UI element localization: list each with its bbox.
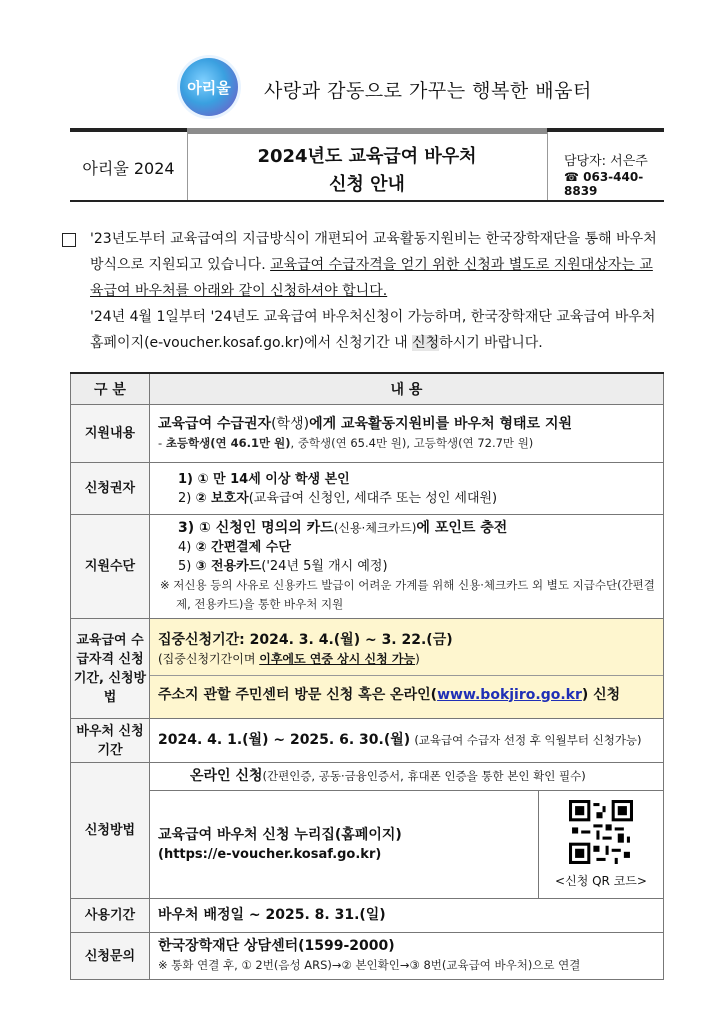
intro-text: '24년 4월 1일부터 '24년도 교육급여 바우처신청이 가능하며, 한국장학재단 교육급여 바우처 홈페이지(e-voucher.kosaf.go.kr)에서 신청기간 내 — [90, 309, 656, 351]
contact-phone: ☎ 063-440-8839 — [564, 170, 644, 198]
column-header-category: 구 분 — [71, 373, 150, 405]
intro-text: '23년도부터 교육급여의 지급방식이 개편되어 교육활동지원비는 한국장학재단을 통해 바우처 방식으로 지원되고 있습니다. — [90, 231, 657, 273]
text: (집중신청기간이며 — [158, 651, 260, 666]
row-label: 신청권자 — [71, 463, 150, 515]
row-content — [150, 933, 664, 980]
text: 집중신청기간: 2024. 3. 4.(월) ~ 3. 22.(금) — [158, 631, 453, 648]
bokjiro-link[interactable]: www.bokjiro.go.kr — [437, 686, 582, 703]
row-content — [150, 619, 664, 719]
table-row — [71, 515, 664, 619]
text: (교육급여 수급자 선정 후 익월부터 신청가능) — [414, 733, 642, 747]
qr-code-icon[interactable] — [569, 800, 633, 864]
school-logo — [180, 58, 238, 116]
intro-paragraph-1 — [90, 226, 662, 304]
note-text: ※ 통화 연결 후, ① 2번(음성 ARS)→② 본인확인→③ 8번(교육급여 바우처)으로 연결 — [158, 958, 581, 972]
intro-highlight: 신청 — [412, 335, 440, 351]
row-label: 바우처 신청기간 — [71, 719, 150, 763]
text: 3) ① 신청인 명의의 카드 — [178, 520, 334, 536]
header-school-year: 아리울 2024 — [82, 159, 175, 178]
table-row — [71, 463, 664, 515]
note-text: ※ 저신용 등의 사유로 신용카드 발급이 어려운 가계를 위해 신용·체크카드 외 별도 지급수단(간편결제, 전용카드)을 통한 바우처 지원 — [160, 578, 655, 611]
table-row — [71, 719, 664, 763]
text: ② 간편결제 수단 — [195, 540, 291, 555]
table-row — [71, 933, 664, 980]
text: 주소지 관할 주민센터 방문 신청 혹은 온라인( — [158, 686, 438, 703]
text: ② 보호자 — [195, 490, 249, 506]
text: 에 포인트 충전 — [416, 520, 508, 536]
text: ) 신청 — [581, 686, 621, 703]
text: 2024. 4. 1.(월) ~ 2025. 6. 30.(월) — [158, 732, 411, 748]
intro-underlined-text: 교육급여 수급자격을 얻기 위한 신청과 별도로 지원대상자는 교육급여 바우처를 아래와 같이 신청하셔야 합니다. — [90, 257, 653, 299]
text: (교육급여 신청인, 세대주 또는 성인 세대원) — [248, 490, 498, 506]
table-row — [71, 619, 664, 719]
voucher-site-url[interactable]: (https://e-voucher.kosaf.go.kr) — [158, 846, 382, 862]
row-content — [150, 763, 664, 791]
table-row — [71, 763, 664, 791]
text: 이후에도 연중 상시 신청 가능 — [259, 651, 416, 666]
text: 한국장학재단 상담센터(1599-2000) — [158, 938, 395, 954]
text: 바우처 배정일 ~ 2025. 8. 31.(일) — [158, 907, 386, 923]
voucher-info-table — [70, 372, 664, 980]
text: 교육급여 수급권자 — [158, 415, 272, 432]
text: 온라인 신청 — [190, 768, 263, 784]
column-header-content: 내 용 — [150, 373, 664, 405]
row-label: 신청방법 — [71, 763, 150, 899]
row-label: 교육급여 수급자격 신청기간, 신청방법 — [71, 619, 150, 719]
row-content — [150, 515, 664, 619]
intro-paragraph-2 — [90, 304, 662, 356]
row-label: 사용기간 — [71, 899, 150, 933]
row-label: 지원내용 — [71, 405, 150, 463]
intro-text: 하시기 바랍니다. — [439, 335, 543, 351]
row-content — [150, 791, 539, 899]
row-label: 지원수단 — [71, 515, 150, 619]
table-row — [71, 899, 664, 933]
table-header-row — [71, 373, 664, 405]
table-row — [71, 405, 664, 463]
text: - — [158, 435, 166, 450]
text: , 중학생(연 65.4만 원), 고등학생(연 72.7만 원) — [290, 435, 534, 450]
contact-person: 담당자: 서은주 — [564, 154, 648, 169]
school-motto: 사랑과 감동으로 가꾸는 행복한 배움터 — [264, 80, 592, 102]
qr-cell — [539, 791, 664, 899]
text: 4) — [178, 540, 196, 555]
text: 교육급여 바우처 신청 누리집(홈페이지) — [158, 826, 402, 843]
text: ) — [415, 651, 420, 666]
text: 에게 교육활동지원비를 바우처 형태로 지원 — [309, 415, 572, 432]
text: ('24년 5월 개시 예정) — [261, 559, 388, 574]
checkbox-icon — [62, 233, 76, 247]
row-content — [150, 719, 664, 763]
logo-text: 아리울 — [187, 79, 231, 97]
text: 1) ① 만 14세 이상 학생 본인 — [178, 471, 350, 487]
text: 5) — [178, 559, 196, 574]
qr-caption: <신청 QR 코드> — [555, 874, 647, 888]
text: (신용·체크카드) — [333, 521, 417, 535]
header-divider — [547, 132, 548, 200]
notice-header — [70, 128, 664, 204]
text: (학생) — [271, 415, 310, 432]
header-title-rule — [187, 128, 547, 134]
notice-subtitle: 신청 안내 — [329, 174, 405, 195]
notice-title: 2024년도 교육급여 바우처 — [257, 146, 477, 167]
row-content — [150, 899, 664, 933]
text: (간편인증, 공동·금융인증서, 휴대폰 인증을 통한 본인 확인 필수) — [262, 769, 586, 783]
text: ③ 전용카드 — [195, 559, 262, 574]
header-bottom-rule — [70, 200, 664, 202]
row-label: 신청문의 — [71, 933, 150, 980]
table-row — [71, 791, 664, 899]
text: 2) — [178, 490, 196, 506]
text: 초등학생(연 46.1만 원) — [165, 435, 291, 450]
row-content — [150, 463, 664, 515]
row-content — [150, 405, 664, 463]
